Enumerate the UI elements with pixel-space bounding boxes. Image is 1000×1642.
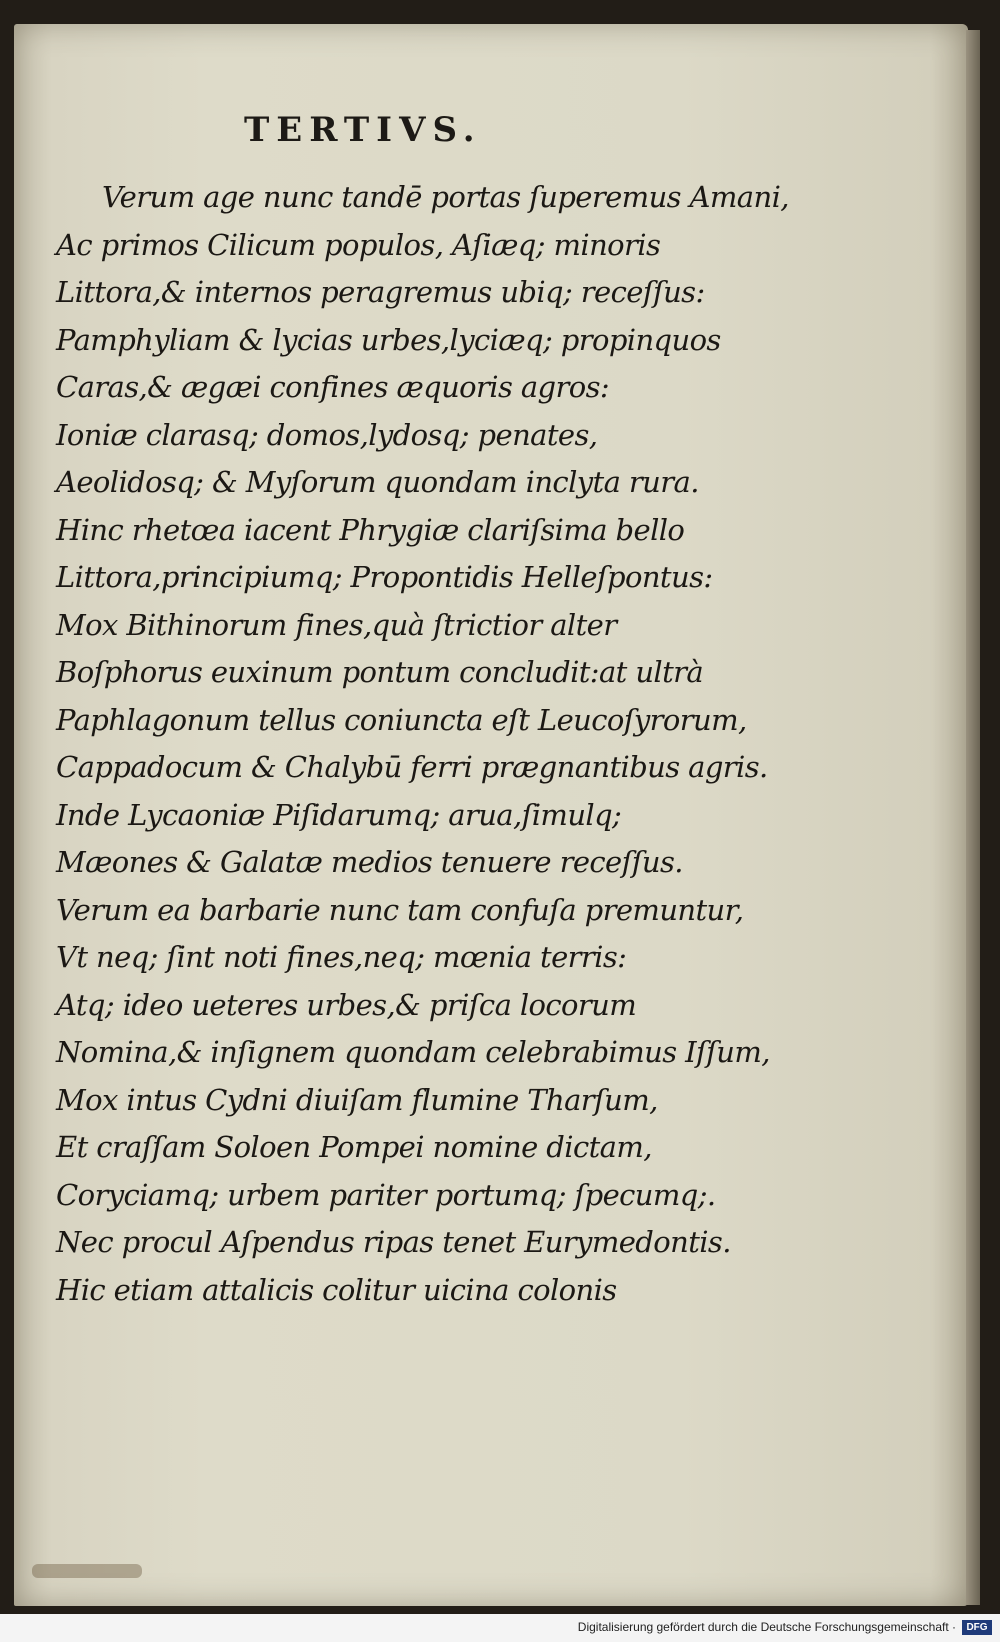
page-edge	[966, 30, 980, 1605]
funding-note: Digitalisierung gefördert durch die Deutsche Forschungsgemeinschaft ·	[577, 1620, 956, 1634]
page-stain	[32, 1564, 142, 1578]
verse-line: Pamphyliam & lycias urbes,lyciæq; propinquos	[56, 322, 721, 357]
verse-line: Nomina,& inſignem quondam celebrabimus Iſſum,	[56, 1035, 770, 1069]
verse-line: Cappadocum & Chalybū ferri prægnantibus agris.	[56, 750, 768, 784]
running-head: TERTIVS.	[244, 110, 482, 150]
book-page	[14, 24, 968, 1606]
verse-line: Littora,principiumq; Propontidis Helleſpontus:	[56, 560, 713, 594]
verse-line: Coryciamq; urbem pariter portumq; ſpecumq;.	[56, 1177, 716, 1212]
verse-line: Hic etiam attalicis colitur uicina colonis	[56, 1272, 617, 1307]
verse-line: Mæones & Galatæ medios tenuere receſſus.	[56, 845, 683, 879]
verse-line: Atq; ideo ueteres urbes,& priſca locorum	[56, 987, 637, 1022]
footer-bar	[0, 1614, 1000, 1642]
verse-line: Aeolidosq; & Myſorum quondam inclyta rura.	[56, 465, 699, 499]
verse-line: Mox Bithinorum fines,quà ſtrictior alter	[56, 607, 617, 642]
verse-text	[56, 174, 789, 1314]
verse-line: Ac primos Cilicum populos, Aſiæq; minoris	[56, 227, 661, 262]
verse-line: Nec procul Aſpendus ripas tenet Eurymedontis.	[56, 1225, 731, 1259]
verse-line: Hinc rhetœa iacent Phrygiæ clariſsima bello	[56, 512, 685, 547]
verse-line: Boſphorus euxinum pontum concludit:at ultrà	[56, 655, 704, 689]
verse-line: Vt neq; ſint noti fines,neq; mœnia terris:	[56, 940, 627, 974]
verse-line: Ioniæ clarasq; domos,lydosq; penates,	[56, 417, 598, 452]
verse-line: Et craſſam Soloen Pompei nomine dictam,	[56, 1130, 652, 1164]
verse-line: Paphlagonum tellus coniuncta eſt Leucoſyrorum,	[56, 702, 747, 737]
verse-line: Verum ea barbarie nunc tam confuſa premuntur,	[56, 892, 744, 927]
verse-line: Mox intus Cydni diuiſam flumine Tharſum,	[56, 1082, 658, 1117]
verse-line: Verum age nunc tandē portas ſuperemus Amani,	[102, 180, 789, 214]
verse-line: Caras,& ægæi confines æquoris agros:	[56, 370, 610, 404]
verse-line: Inde Lycaoniæ Piſidarumq; arua,ſimulq;	[56, 797, 622, 832]
dfg-logo-icon: DFG	[962, 1620, 992, 1635]
verse-line: Littora,& internos peragremus ubiq; receſſus:	[56, 275, 705, 309]
